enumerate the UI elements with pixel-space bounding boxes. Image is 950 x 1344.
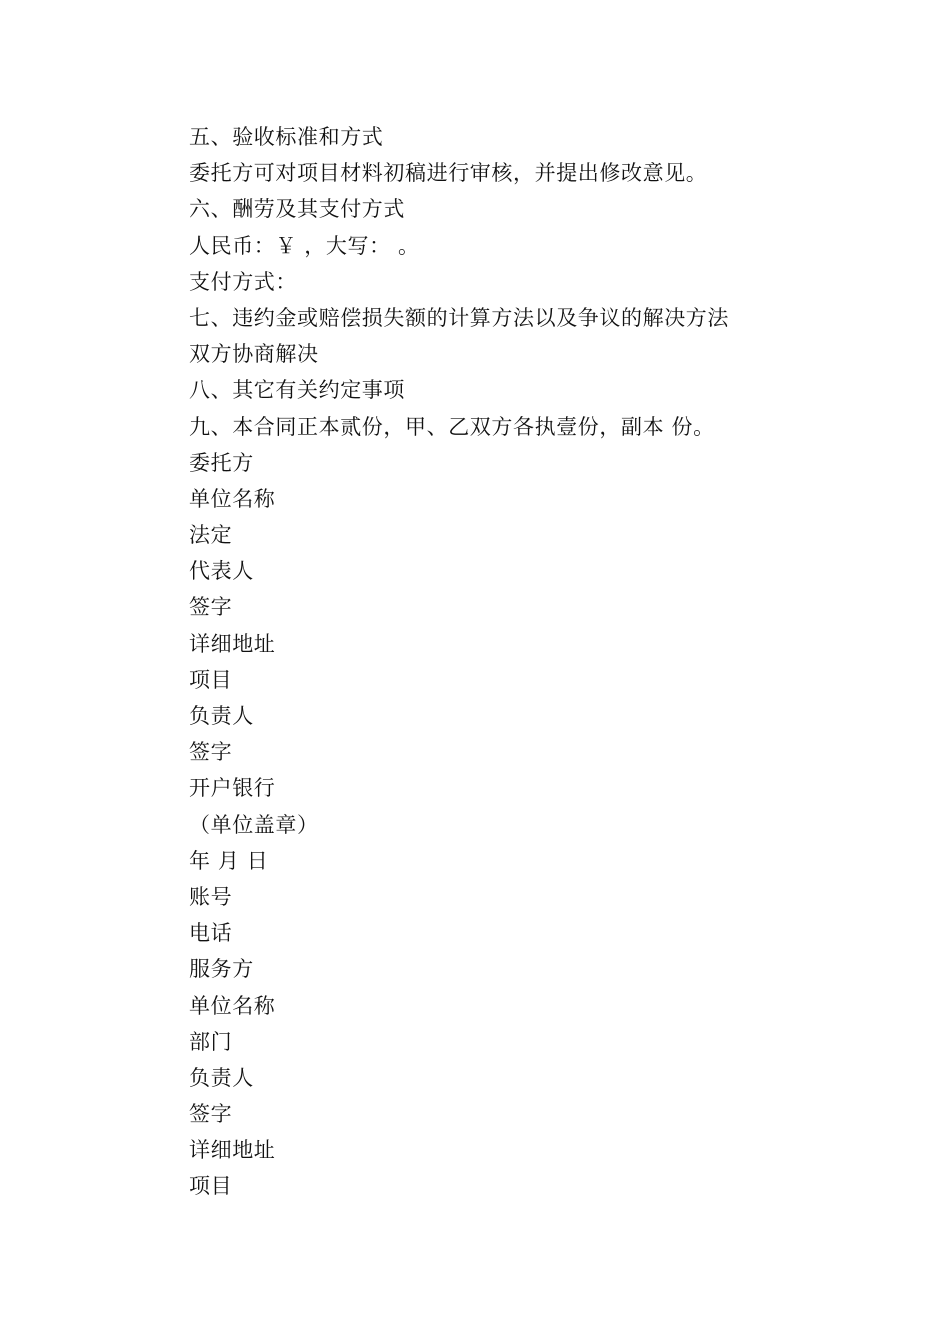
client-date-label: 年 月 日 [189,848,269,873]
client-phone-label: 电话 [189,921,233,946]
section-nine-heading: 九、本合同正本贰份，甲、乙双方各执壹份，副本 份。 [189,414,715,439]
client-legal-label: 法定 [189,523,233,548]
section-six-heading: 六、酬劳及其支付方式 [189,197,405,222]
client-project-label: 项目 [189,667,233,692]
service-project-label: 项目 [189,1174,233,1199]
service-department-label: 部门 [189,1029,233,1054]
client-representative-label: 代表人 [189,559,254,584]
section-seven-heading: 七、违约金或赔偿损失额的计算方法以及争议的解决方法 [189,305,729,330]
service-address-label: 详细地址 [189,1138,276,1163]
client-unit-name-label: 单位名称 [189,486,276,511]
dispute-resolution-text: 双方协商解决 [189,342,319,367]
section-eight-heading: 八、其它有关约定事项 [189,378,405,403]
client-signature-label-2: 签字 [189,740,233,765]
client-party-label: 委托方 [189,450,254,475]
client-signature-label: 签字 [189,595,233,620]
service-person-in-charge-label: 负责人 [189,1065,254,1090]
payment-amount-line: 人民币：￥ ，大写： 。 [189,233,420,258]
document-body [189,119,889,1205]
client-bank-label: 开户银行 [189,776,276,801]
client-person-in-charge-label: 负责人 [189,704,254,728]
payment-method-line: 支付方式： [189,269,297,294]
service-party-label: 服务方 [189,957,254,982]
acceptance-text: 委托方可对项目材料初稿进行审核，并提出修改意见。 [189,161,708,186]
client-seal-label: （单位盖章） [189,812,319,837]
service-unit-name-label: 单位名称 [189,993,276,1018]
service-signature-label: 签字 [189,1102,233,1127]
client-address-label: 详细地址 [189,631,276,656]
section-five-heading: 五、验收标准和方式 [189,125,384,149]
client-account-label: 账号 [189,884,233,909]
